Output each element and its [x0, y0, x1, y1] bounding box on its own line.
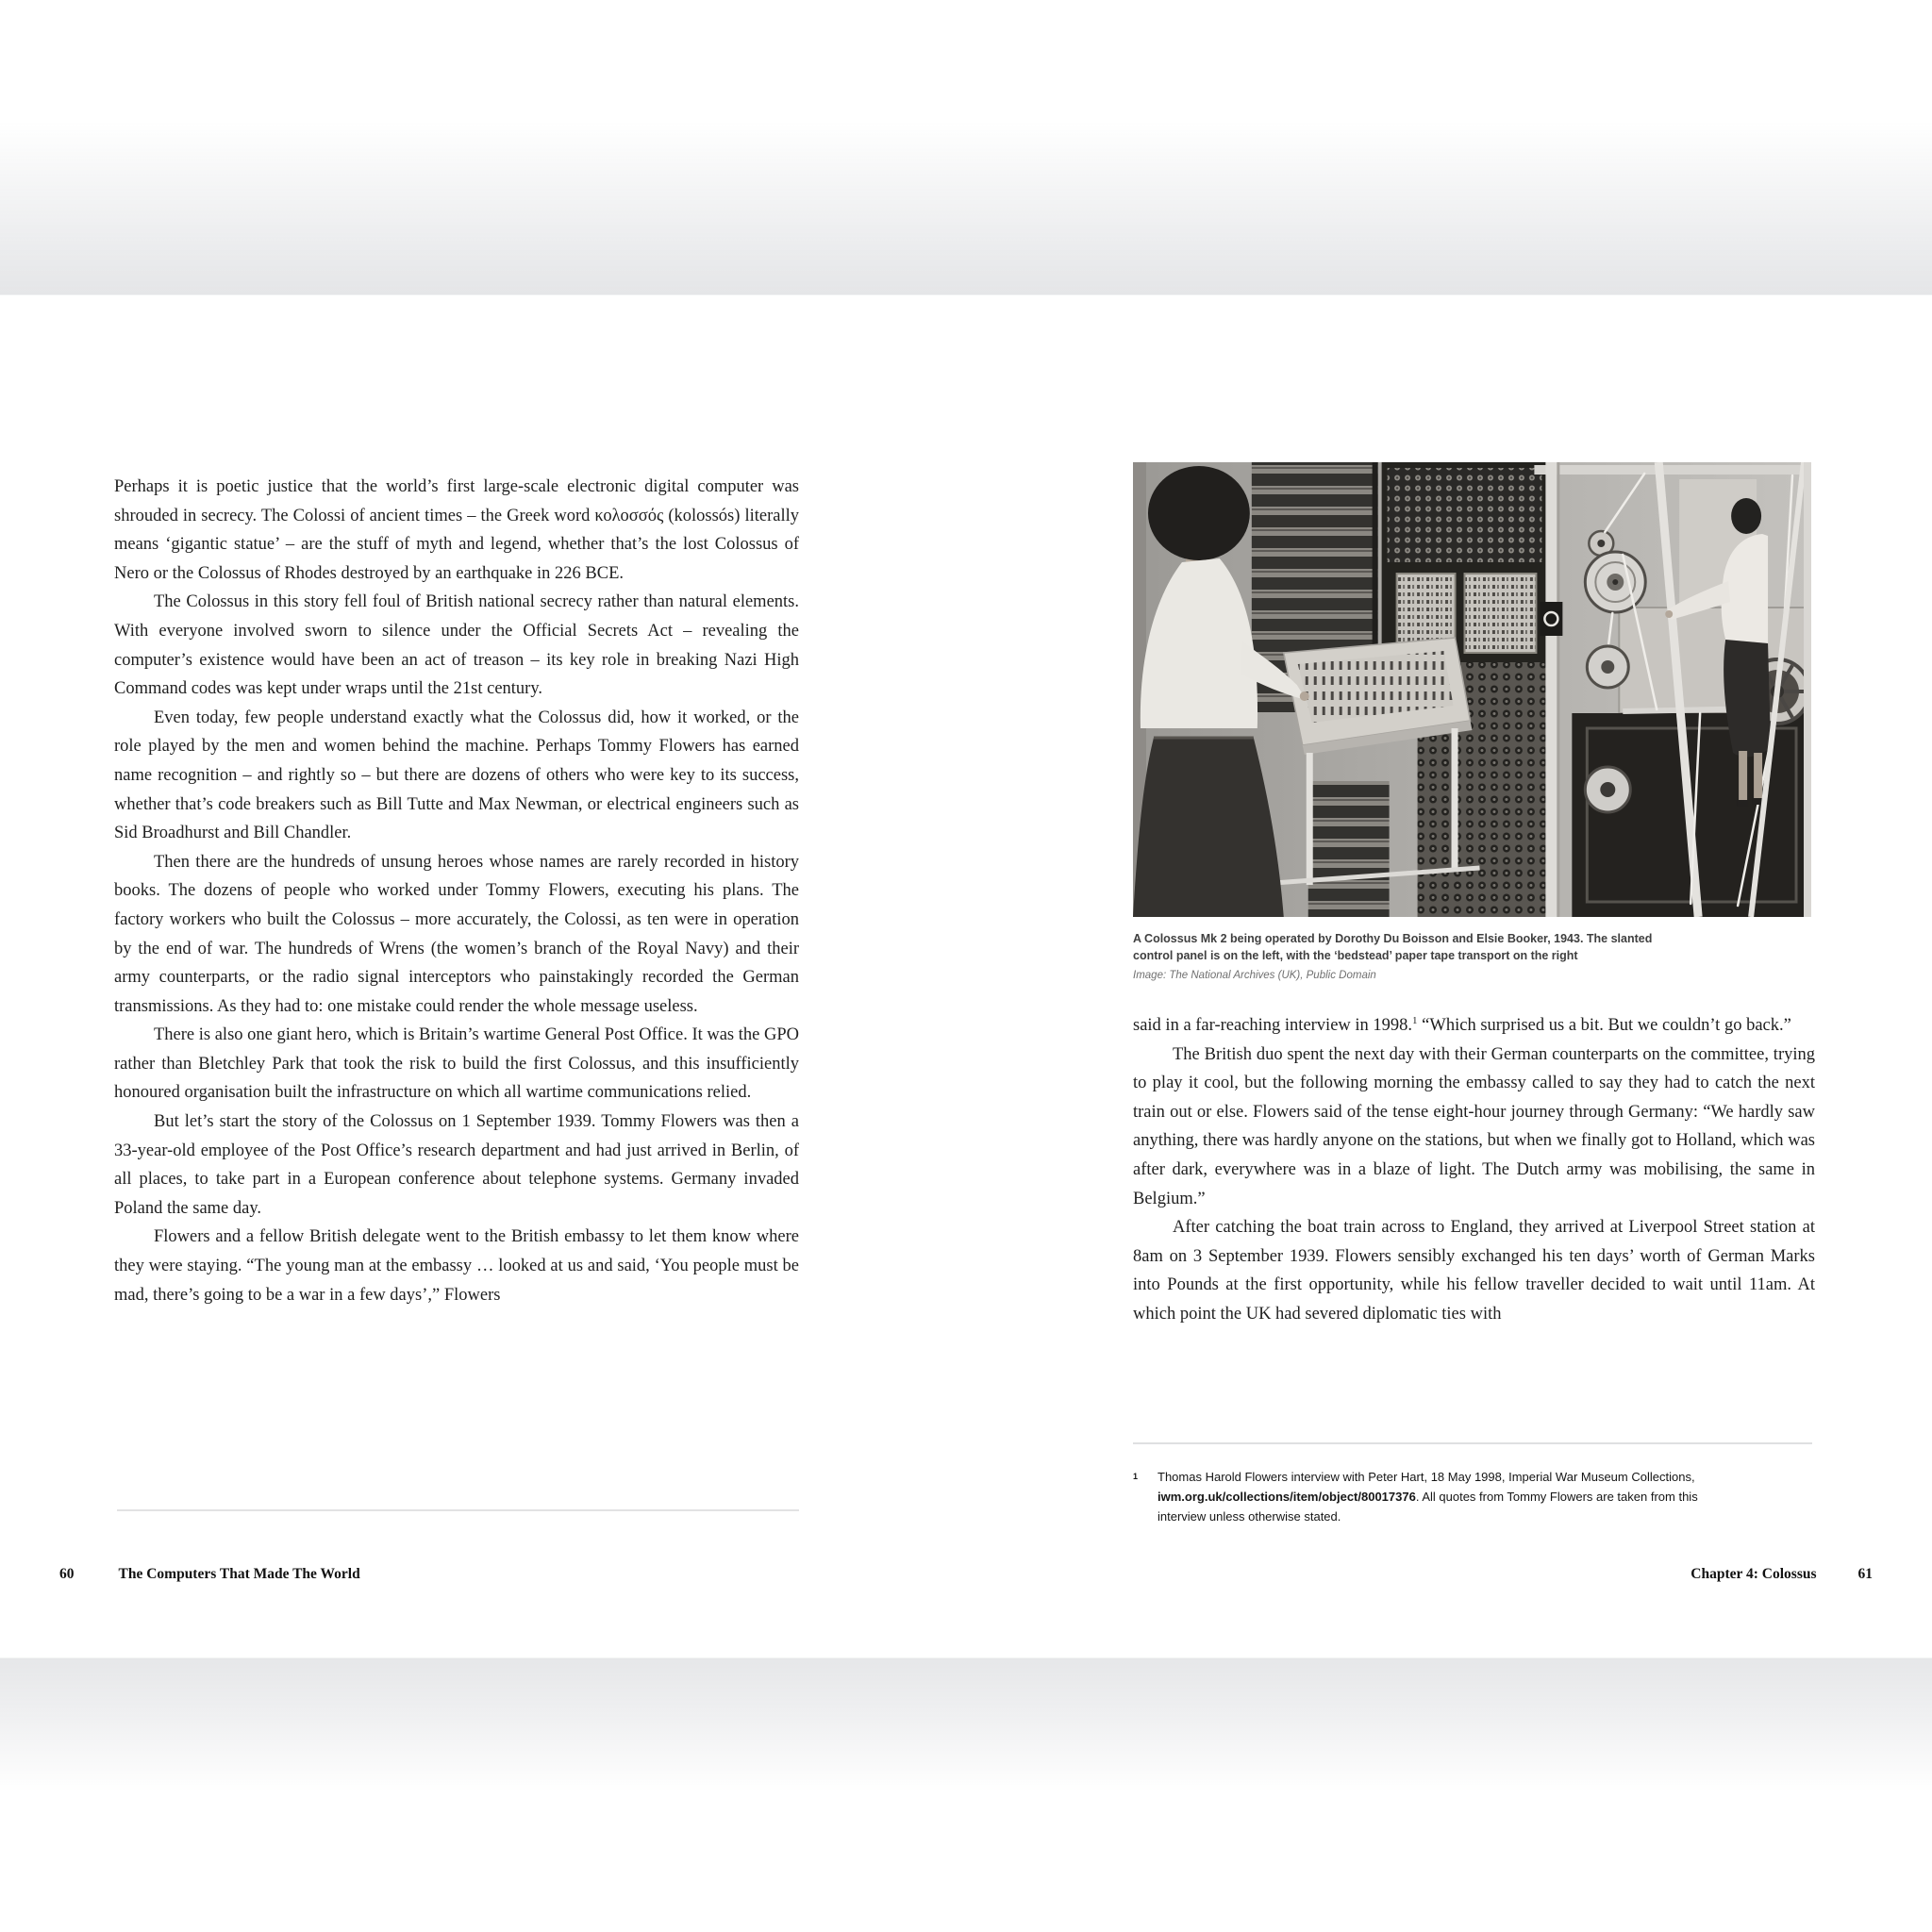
body-paragraph: Even today, few people understand exactly what the Colossus did, how it worked, or the role played by the men and women behind the machine. Perhaps Tommy Flowers has earned name recognition – and rightly so – but there are dozens of others who were key to its success, whether that’s code breakers such as Bill Tutte and Max Newman, or electrical engineers such as Sid Broadhurst and Bill Chandler. [114, 708, 799, 843]
photo-caption: A Colossus Mk 2 being operated by Dorothy Du Boisson and Elsie Booker, 1943. The slanted control panel is on the left, with the ‘bedstead’ paper tape transport on the right [1133, 932, 1653, 962]
right-page-text-column [1133, 1011, 1815, 1329]
chapter-footer: Chapter 4: Colossus [1690, 1566, 1817, 1582]
body-paragraph: Flowers and a fellow British delegate went to the British embassy to let them know where they were staying. “The young man at the embassy … looked at us and said, ‘You people must be mad, there’s going to be a war in a few days’,” Flowers [114, 1227, 799, 1305]
footnote-text-before: Thomas Harold Flowers interview with Peter Hart, 18 May 1998, Imperial War Museum Collections, [1158, 1470, 1695, 1484]
page-number-left: 60 [59, 1566, 75, 1582]
left-page-footer [59, 1566, 360, 1583]
left-footer-rule [117, 1509, 799, 1511]
top-page-shadow [0, 121, 1932, 295]
footnote-marker: 1 [1133, 1472, 1139, 1481]
left-page-text-column [114, 473, 799, 1309]
book-title-footer: The Computers That Made The World [118, 1566, 360, 1582]
bottom-page-shadow [0, 1657, 1932, 1792]
body-paragraph: The British duo spent the next day with their German counterparts on the committee, trying to play it cool, but the following morning the embassy called to say they had to catch the next train out or else. Flowers said of the tense eight-hour journey through Germany: “We hardly saw anything, there was hardly anyone on the stations, but when we finally got to Holland, which was after dark, everywhere was in a blaze of light. The Dutch army was mobilising, the same in Belgium.” [1133, 1044, 1815, 1208]
body-paragraph: Then there are the hundreds of unsung heroes whose names are rarely recorded in history books. The dozens of people who worked under Tommy Flowers, executing his plans. The factory workers who built the Colossus – more accurately, the Colossi, as ten were in operation by the end of war. The hundreds of Wrens (the women’s branch of the Royal Navy) and their army counterparts, or the radio signal interceptors who painstakingly recorded the German transmissions. As they had to: one mistake could render the whole message useless. [114, 852, 799, 1016]
paragraph-text: “Which surprised us a bit. But we couldn’t go back.” [1417, 1016, 1791, 1035]
paragraph-text: said in a far-reaching interview in 1998. [1133, 1016, 1413, 1035]
footnote-url[interactable]: iwm.org.uk/collections/item/object/80017376 [1158, 1490, 1416, 1504]
bedstead-top-beam [1534, 465, 1811, 475]
body-paragraph: There is also one giant hero, which is Britain’s wartime General Post Office. It was the GPO rather than Bletchley Park that took the risk to build the first Colossus, and this insufficiently honoured organisation built the infrastructure on which all wartime communications relied. [114, 1025, 799, 1103]
right-page-footer [1690, 1566, 1873, 1583]
body-paragraph [1133, 1011, 1815, 1041]
body-paragraph: But let’s start the story of the Colossus on 1 September 1939. Tommy Flowers was then a 33-year-old employee of the Post Office’s research department and had just arrived in Berlin, of all places, to take part in a European conference about telephone systems. Germany invaded Poland the same day. [114, 1112, 799, 1218]
body-paragraph: After catching the boat train across to England, they arrived at Liverpool Street station at 8am on 3 September 1939. Flowers sensibly exchanged his ten days’ worth of German Marks into Pounds at the first opportunity, while his fellow traveller decided to wait until 11am. At which point the UK had severed diplomatic ties with [1133, 1218, 1815, 1324]
footnote-rule [1133, 1442, 1812, 1444]
photo-right-edge [1804, 462, 1811, 917]
body-paragraph: The Colossus in this story fell foul of British national secrecy rather than natural elements. With everyone involved sworn to silence under the Official Secrets Act – revealing the computer’s existence would have been an act of treason – its key role in breaking Nazi High Command codes was kept under wraps until the 21st century. [114, 592, 799, 699]
footnote-text [1158, 1467, 1735, 1526]
colossus-photo [1133, 462, 1811, 917]
footnote-reference: 1 [1412, 1014, 1418, 1026]
page-number-right: 61 [1857, 1566, 1873, 1582]
body-paragraph: Perhaps it is poetic justice that the world’s first large-scale electronic digital computer was shrouded in secrecy. The Colossi of ancient times – the Greek word κολοσσός (kolossós) literally means ‘gigantic statue’ – are the stuff of myth and legend, whether that’s the lost Colossus of Nero or the Colossus of Rhodes destroyed by an earthquake in 226 BCE. [114, 477, 799, 583]
colossus-photo-illustration [1133, 462, 1811, 917]
footnote-text-after: . All quotes from Tommy Flowers are taken from this interview unless otherwise stated. [1158, 1490, 1698, 1524]
footnote [1133, 1467, 1756, 1526]
photo-credit: Image: The National Archives (UK), Public Domain [1133, 970, 1376, 981]
